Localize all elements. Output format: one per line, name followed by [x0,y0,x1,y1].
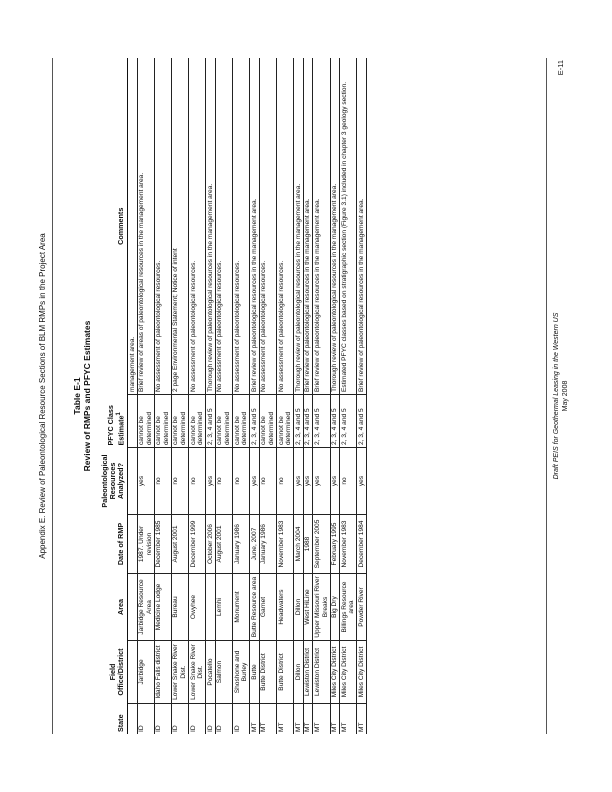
cell-pfyc: 2, 3, 4 and 5 [250,395,260,448]
cell-paleo-analyzed: yes [206,448,216,515]
table-row [259,58,276,734]
cell-paleo-analyzed: yes [330,448,340,515]
cell-comments: Brief review of paleontological resources in the management area. [313,58,330,395]
cell-pfyc: cannot be determined [233,395,250,448]
cell-paleo-analyzed: yes [250,448,260,515]
cell-date [128,515,138,574]
cell-pfyc: 2, 3, 4 and 5 [303,395,313,448]
cell-field-office: Butte [250,641,260,704]
cell-date: June, 2007 [250,515,260,574]
cell-date: December 1999 [189,515,206,574]
cell-state: ID [137,704,154,735]
cell-field-office: Pocatello [206,641,216,704]
cell-area: West HiLine [303,574,313,641]
cell-field-office [128,641,138,704]
cell-field-office: Lower Snake River Dist. [171,641,188,704]
cell-pfyc: cannot be determined [215,395,232,448]
cell-comments: 2 page Environmental Statement; Notice of intent [171,58,188,395]
table-row [171,58,188,734]
table-row [206,58,216,734]
cell-pfyc [128,395,138,448]
cell-pfyc: cannot be determined [277,395,294,448]
cell-pfyc: 2, 3, 4 and 5 [330,395,340,448]
cell-pfyc: cannot be determined [259,395,276,448]
table-row [137,58,154,734]
table-row [303,58,313,734]
cell-pfyc: cannot be determined [189,395,206,448]
table-row [330,58,340,734]
cell-paleo-analyzed: no [259,448,276,515]
cell-date: August 2001 [215,515,232,574]
cell-date: December 1984 [357,515,367,574]
cell-area: Headwaters [277,574,294,641]
footer-title: Draft PEIS for Geothermal Leasing in the Western US [553,312,560,480]
cell-field-office: Butte District [259,641,276,704]
cell-pfyc: 2, 3, 4 and 5 [340,395,357,448]
col-header-comments: Comments [100,58,128,395]
cell-area: Garnet [259,574,276,641]
cell-comments: Thorough review of paleontological resources in the management area. [330,58,340,395]
cell-paleo-analyzed: yes [303,448,313,515]
cell-field-office: Lower Snake River Dist. [189,641,206,704]
cell-date: November 1983 [340,515,357,574]
col-header-date: Date of RMP [100,515,128,574]
running-header: Appendix E. Review of Paleontological Resource Sections of BLM RMPs in the Project Area [38,233,47,559]
cell-field-office: Miles City District [340,641,357,704]
cell-area [206,574,216,641]
cell-area: Jarbidge Resource Area [137,574,154,641]
cell-field-office: Jarbidge [137,641,154,704]
cell-field-office: Lewiston District [313,641,330,704]
table-row [357,58,367,734]
cell-comments: Brief review of areas of paleontological resources in the management area. [137,58,154,395]
page-number: E-11 [556,60,565,76]
cell-state: MT [250,704,260,735]
cell-state [128,704,138,735]
cell-date: November 1983 [277,515,294,574]
cell-paleo-analyzed: no [233,448,250,515]
cell-field-office: Idaho Falls district [154,641,171,704]
cell-paleo-analyzed: no [189,448,206,515]
footer-date: May 2008 [562,380,569,412]
cell-paleo-analyzed: yes [294,448,304,515]
cell-pfyc: 2, 3, 4 and 5 [206,395,216,448]
cell-area: Medicine Lodge [154,574,171,641]
cell-comments: No assessment of paleontological resources. [154,58,171,395]
cell-date: March 2004 [294,515,304,574]
cell-comments: Estimated PFYC classes based on stratigraphic section (Figure 3.1) included in chapter 3 geology section. [340,58,357,395]
cell-pfyc: 2, 3, 4 and 5 [357,395,367,448]
pfyc-header-text: PFYC Class Estimate [105,405,125,446]
col-header-state: State [100,704,128,735]
cell-state: MT [303,704,313,735]
cell-comments: management area. [128,58,138,395]
table-row [277,58,294,734]
table-row [340,58,357,734]
cell-field-office: Miles City District [330,641,340,704]
table-header-row [100,58,128,734]
table-row [215,58,232,734]
cell-comments: No assessment of paleontological resources. [233,58,250,395]
cell-state: MT [313,704,330,735]
cell-state: MT [277,704,294,735]
table-caption-number: Table E-1 [72,377,82,415]
cell-area: Butte Resource area [250,574,260,641]
cell-date: September 2005 [313,515,330,574]
cell-pfyc: cannot be determined [137,395,154,448]
cell-paleo-analyzed: no [215,448,232,515]
cell-area: Big Dry [330,574,340,641]
cell-state: MT [330,704,340,735]
cell-state: ID [189,704,206,735]
cell-pfyc: 2, 3, 4 and 5 [294,395,304,448]
cell-paleo-analyzed: no [171,448,188,515]
cell-date: January 1986 [259,515,276,574]
cell-state: ID [215,704,232,735]
cell-area: Powder River [357,574,367,641]
cell-state: ID [206,704,216,735]
rmp-review-table [100,58,367,734]
cell-field-office: Butte District [277,641,294,704]
cell-paleo-analyzed: no [154,448,171,515]
cell-area: Bureau [171,574,188,641]
cell-comments: Brief review of paleontological resources in the management area. [250,58,260,395]
table-caption-title: Review of RMPs and PFYC Estimates [82,320,92,472]
cell-area: Billings Resource area [340,574,357,641]
header-rule [52,58,53,734]
footer-rule [546,58,547,734]
cell-comments: No assessment of paleontological resources. [189,58,206,395]
cell-comments: No assessment of paleontological resources. [277,58,294,395]
cell-field-office: Dillon [294,641,304,704]
cell-state: MT [340,704,357,735]
table-row [233,58,250,734]
table-body [128,58,367,734]
cell-comments: Brief review of paleontological resources in the management area. [303,58,313,395]
cell-state: MT [294,704,304,735]
table-row [250,58,260,734]
cell-paleo-analyzed: no [340,448,357,515]
table-row [294,58,304,734]
cell-paleo-analyzed: yes [357,448,367,515]
cell-pfyc: cannot be determined [154,395,171,448]
cell-date: 1987. Under revision [137,515,154,574]
cell-pfyc: cannot be determined [171,395,188,448]
cell-pfyc: 2, 3, 4 and 5 [313,395,330,448]
cell-area: Lemhi [215,574,232,641]
cell-date: January 1986 [233,515,250,574]
cell-state: MT [357,704,367,735]
table-row [313,58,330,734]
cell-comments: Thorough review of paleontological resources in the management area. [206,58,216,395]
cell-area: Monument [233,574,250,641]
cell-state: ID [154,704,171,735]
cell-paleo-analyzed [128,448,138,515]
cell-paleo-analyzed: yes [137,448,154,515]
cell-field-office: Shoshone and Burley [233,641,250,704]
cell-field-office: Salmon [215,641,232,704]
cell-paleo-analyzed: no [277,448,294,515]
cell-date: October 2006 [206,515,216,574]
cell-area [128,574,138,641]
col-header-paleo-analyzed: Paleontological Resources Analyzed? [100,448,128,515]
table-row [189,58,206,734]
cell-date: February 1995 [330,515,340,574]
cell-comments: Thorough review of paleontological resources in the management area. [294,58,304,395]
pfyc-footnote-mark: 1 [115,412,122,416]
col-header-pfyc [100,395,128,448]
cell-area: Owyhee [189,574,206,641]
table-row [128,58,138,734]
cell-state: ID [233,704,250,735]
cell-area: Dillon [294,574,304,641]
cell-comments: Brief review of paleontological resources in the management area. [357,58,367,395]
cell-state: MT [259,704,276,735]
cell-field-office: Lewiston District [303,641,313,704]
col-header-field-office: Field Office/District [100,641,128,704]
cell-date: 1988 [303,515,313,574]
cell-date: August 2001 [171,515,188,574]
cell-state: ID [171,704,188,735]
cell-comments: No assessment of paleontological resources. [259,58,276,395]
table-row [154,58,171,734]
cell-comments: No assessment of paleontological resources. [215,58,232,395]
cell-area: Upper Missouri River Breaks [313,574,330,641]
cell-date: December 1985 [154,515,171,574]
cell-paleo-analyzed: yes [313,448,330,515]
col-header-area: Area [100,574,128,641]
cell-field-office: Miles City District [357,641,367,704]
